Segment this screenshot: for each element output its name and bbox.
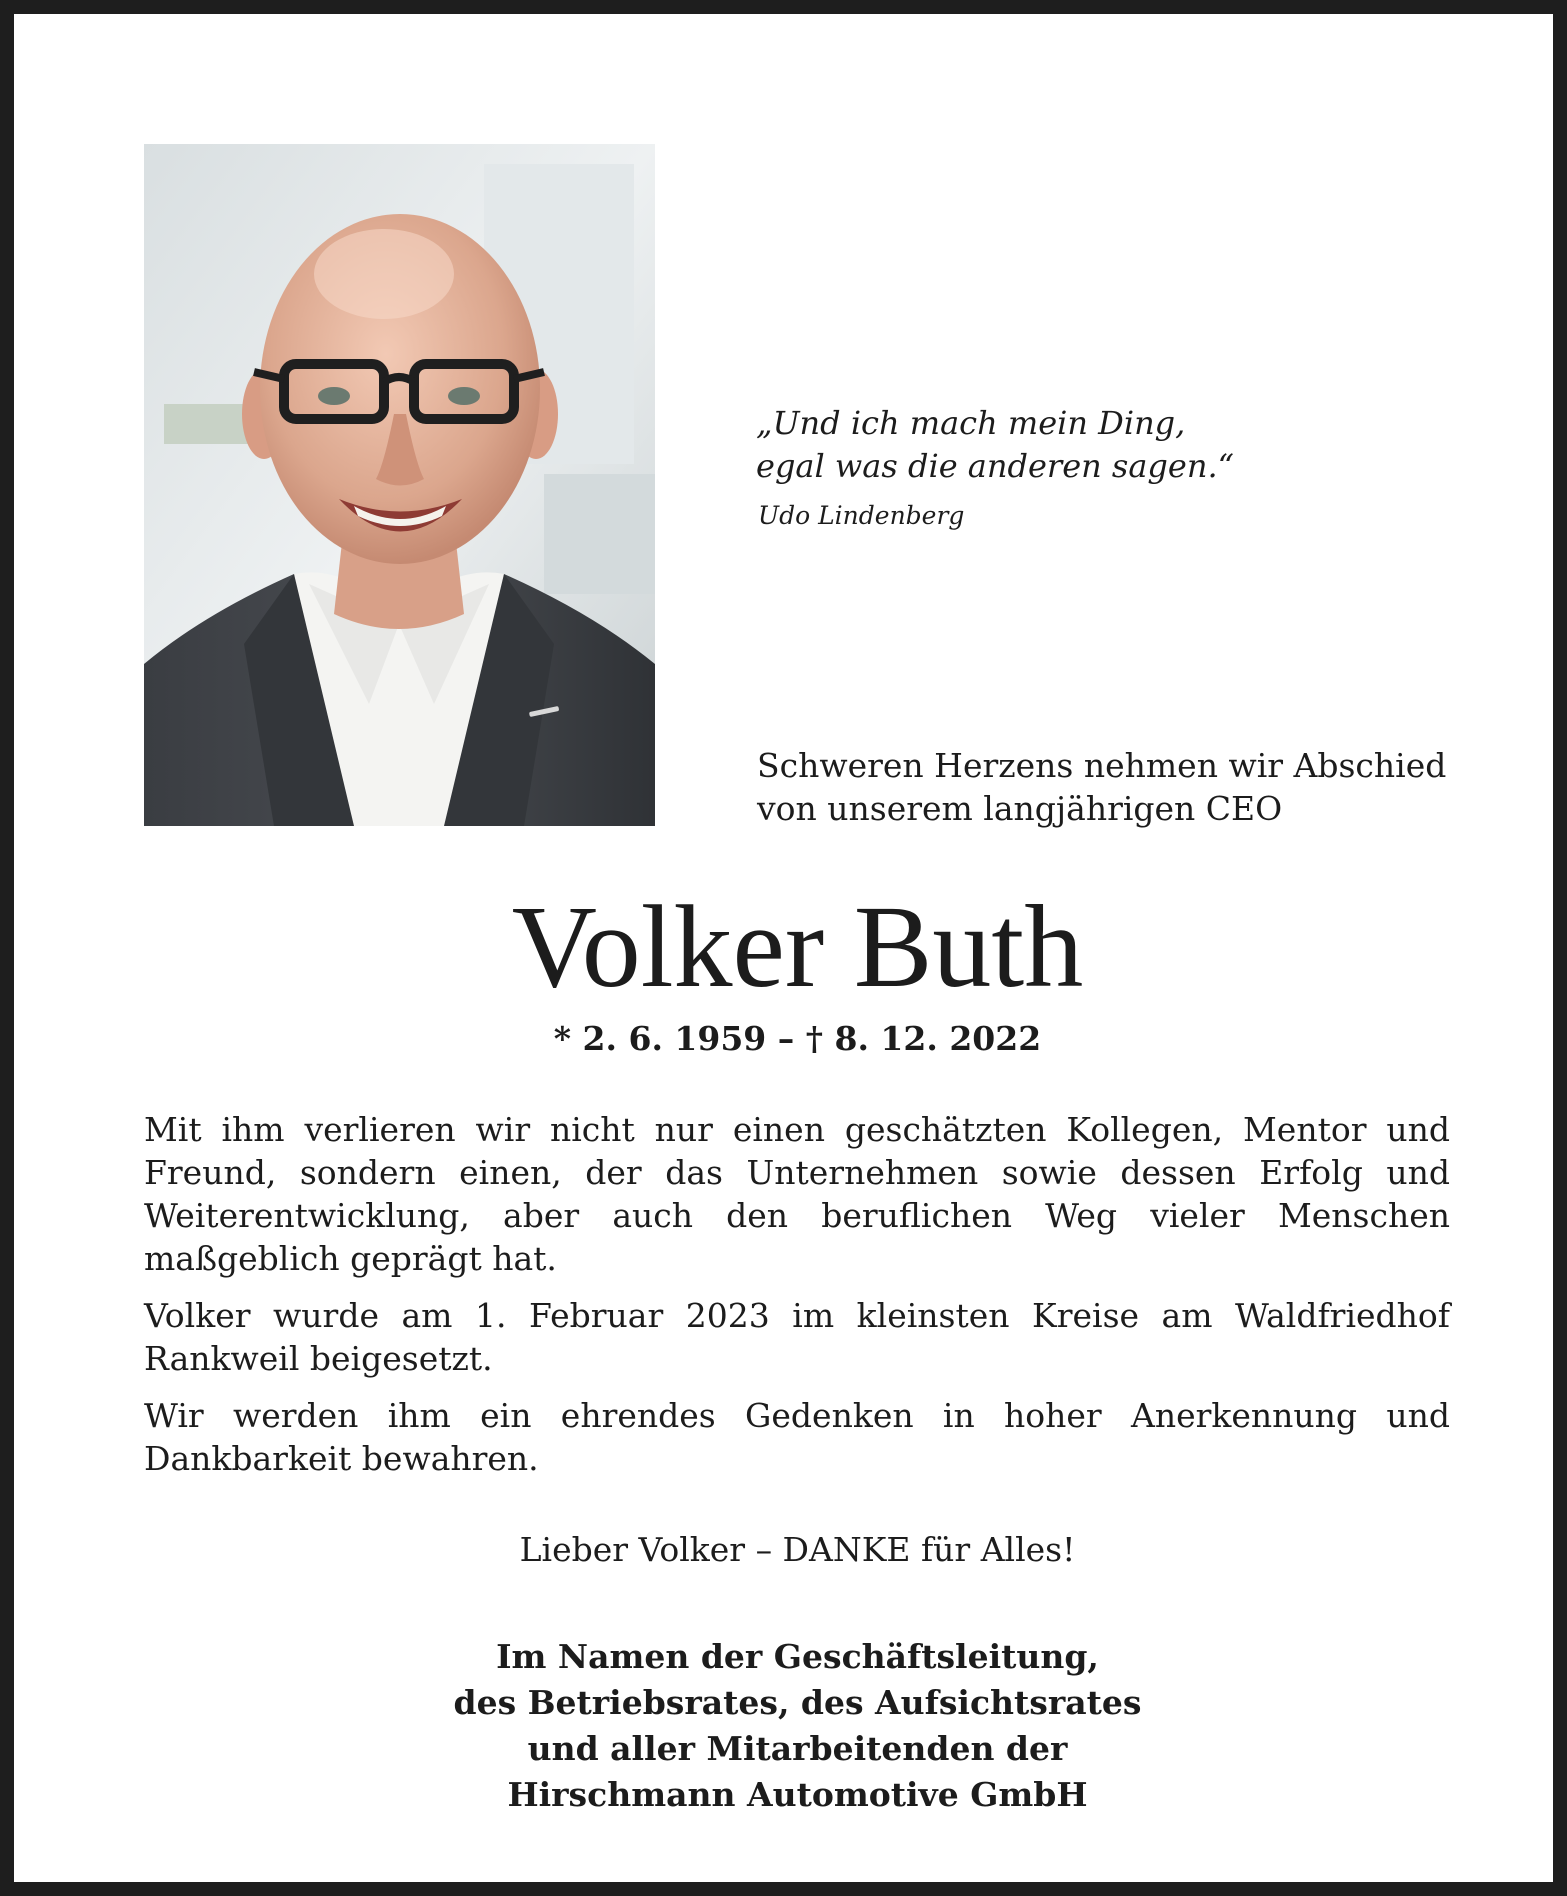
signature-line-1: Im Namen der Geschäftsleitung, (496, 1637, 1099, 1676)
thanks-line: Lieber Volker – DANKE für Alles! (519, 1530, 1076, 1569)
quote-line-1: „Und ich mach mein Ding, (756, 404, 1186, 442)
signature-line-2: des Betriebsrates, des Aufsichtsrates (453, 1683, 1142, 1722)
life-dates: * 2. 6. 1959 – † 8. 12. 2022 (553, 1019, 1042, 1058)
quote-line-2: egal was die anderen sagen.“ (756, 447, 1234, 485)
quote (756, 402, 1456, 488)
deceased-name: Volker Buth (511, 881, 1084, 1012)
signature-block (14, 1634, 1567, 1818)
signature-line-3: und aller Mitarbeitenden der (527, 1729, 1068, 1768)
quote-author: Udo Lindenberg (758, 501, 965, 530)
obituary-body (144, 1108, 1450, 1494)
farewell-line-2: von unserem langjährigen CEO (757, 789, 1283, 828)
body-paragraph: Volker wurde am 1. Februar 2023 im kleinsten Kreise am Waldfriedhof Rankweil beigesetzt. (144, 1296, 1450, 1378)
signature-line-4: Hirschmann Automotive GmbH (507, 1775, 1088, 1814)
farewell-line-1: Schweren Herzens nehmen wir Abschied (757, 746, 1447, 785)
farewell-text (757, 744, 1487, 830)
body-paragraph: Mit ihm verlieren wir nicht nur einen geschätzten Kollegen, Mentor und Freund, sondern einen, der das Unternehmen sowie dessen Erfolg und Weiterentwicklung, aber auch den beruflichen Weg vieler Menschen maßgeblich geprägt hat. (144, 1110, 1450, 1278)
portrait-photo (144, 144, 655, 826)
body-paragraph: Wir werden ihm ein ehrendes Gedenken in hoher Anerkennung und Dankbarkeit bewahren. (144, 1396, 1450, 1478)
